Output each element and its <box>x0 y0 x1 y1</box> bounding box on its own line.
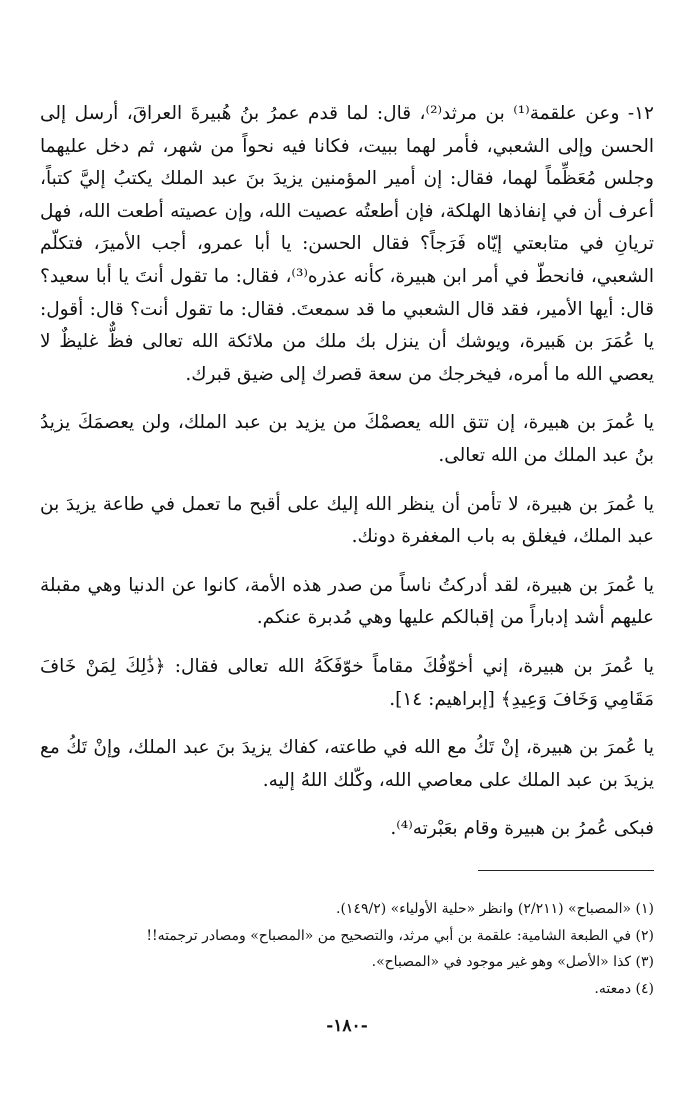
page-number: -١٨٠- <box>326 1016 368 1036</box>
paragraph-advice-2: يا عُمرَ بن هبيرة، لا تأمن أن ينظر الله إليك على أقبح ما تعمل في طاعة يزيدَ بن عبد الملك، فيغلق به باب المغفرة دونك. <box>40 493 654 548</box>
footnote: (٣) كذا «الأصل» وهو غير موجود في «المصباح». <box>371 954 654 970</box>
footnote: (٢) في الطبعة الشامية: علقمة بن أبي مرثد، والتصحيح من «المصباح» ومصادر ترجمته!! <box>146 927 654 944</box>
footnote-separator <box>478 870 654 871</box>
paragraph-narration: ١٢- وعن علقمة⁽¹⁾ بن مرثد⁽²⁾، قال: لما قدم عمرُ بنُ هُبيرةَ العراقَ، أرسل إلى الحسن وإلى الشعبي، فأمر لهما ببيت، فكانا فيه نحواً من شهر، ثم دخل عليهما وجلس مُعَظِّماً لهما، فقال: إن أمير المؤمنين يزيدَ بنَ عبد الملك يكتبُ إليَّ كتباً، أعرف أن في إنفاذها الهلكة، فإن أطعتُه عصيت الله، وإن عصيته أطعت الله، فهل تريانِ في متابعتي إيّاه فَرَجاً؟ فقال الحسن: يا أبا عمرو، أجب الأميرَ، فتكلّم الشعبي، فانحطّ في أمر ابن هبيرة، كأنه عذره⁽³⁾، فقال: ما تقول أنتَ يا أبا سعيد؟ قال: أيها الأمير، فقد قال الشعبي ما قد سمعتَ. فقال: ما تقول أنت؟ قال: أقول: يا عُمَرَ بن هَبيرة، ويوشك أن ينزل بك ملك من ملائكة الله تعالى فظٌّ غليظٌ لا يعصي الله ما أمره، فيخرجك من سعة قصرك إلى ضيق قبرك. <box>40 103 654 385</box>
footnote: (٤) دمعته. <box>594 980 654 997</box>
paragraph-advice-1: يا عُمرَ بن هبيرة، إن تتق الله يعصمْكَ من يزيد بن عبد الملك، ولن يعصمَكَ يزيدُ بنُ عبد الملك من الله تعالى. <box>40 412 654 466</box>
main-text <box>40 98 654 846</box>
paragraph-advice-5: يا عُمرَ بن هبيرة، إنْ تَكُ مع الله في طاعته، كفاك يزيدَ بنَ عبد الملك، وإنْ تَكُ مع يزيدَ بن عبد الملك على معاصي الله، وكّلك اللهُ إليه. <box>40 737 654 791</box>
paragraph-advice-4: يا عُمرَ بن هبيرة، إني أخوّفُكَ مقاماً خوّفَكَهُ الله تعالى فقال: ﴿ذَٰلِكَ لِمَنْ خَافَ مَقَامِي وَخَافَ وَعِيدِ﴾ [إبراهيم: ١٤]. <box>40 655 654 710</box>
paragraph-advice-3: يا عُمرَ بن هبيرة، لقد أدركتُ ناساً من صدر هذه الأمة، كانوا عن الدنيا وهي مقبلة عليهم أشد إدباراً من إقبالكم عليها وهي مُدبرة عنكم. <box>40 574 654 629</box>
footnotes <box>40 896 654 1002</box>
footnote: (١) «المصباح» (٢/٢١١) وانظر «حلية الأولياء» (١٤٩/٢). <box>336 901 654 917</box>
paragraph-closing: فبكى عُمرُ بن هبيرة وقام بعَبْرته⁽⁴⁾. <box>390 818 654 840</box>
